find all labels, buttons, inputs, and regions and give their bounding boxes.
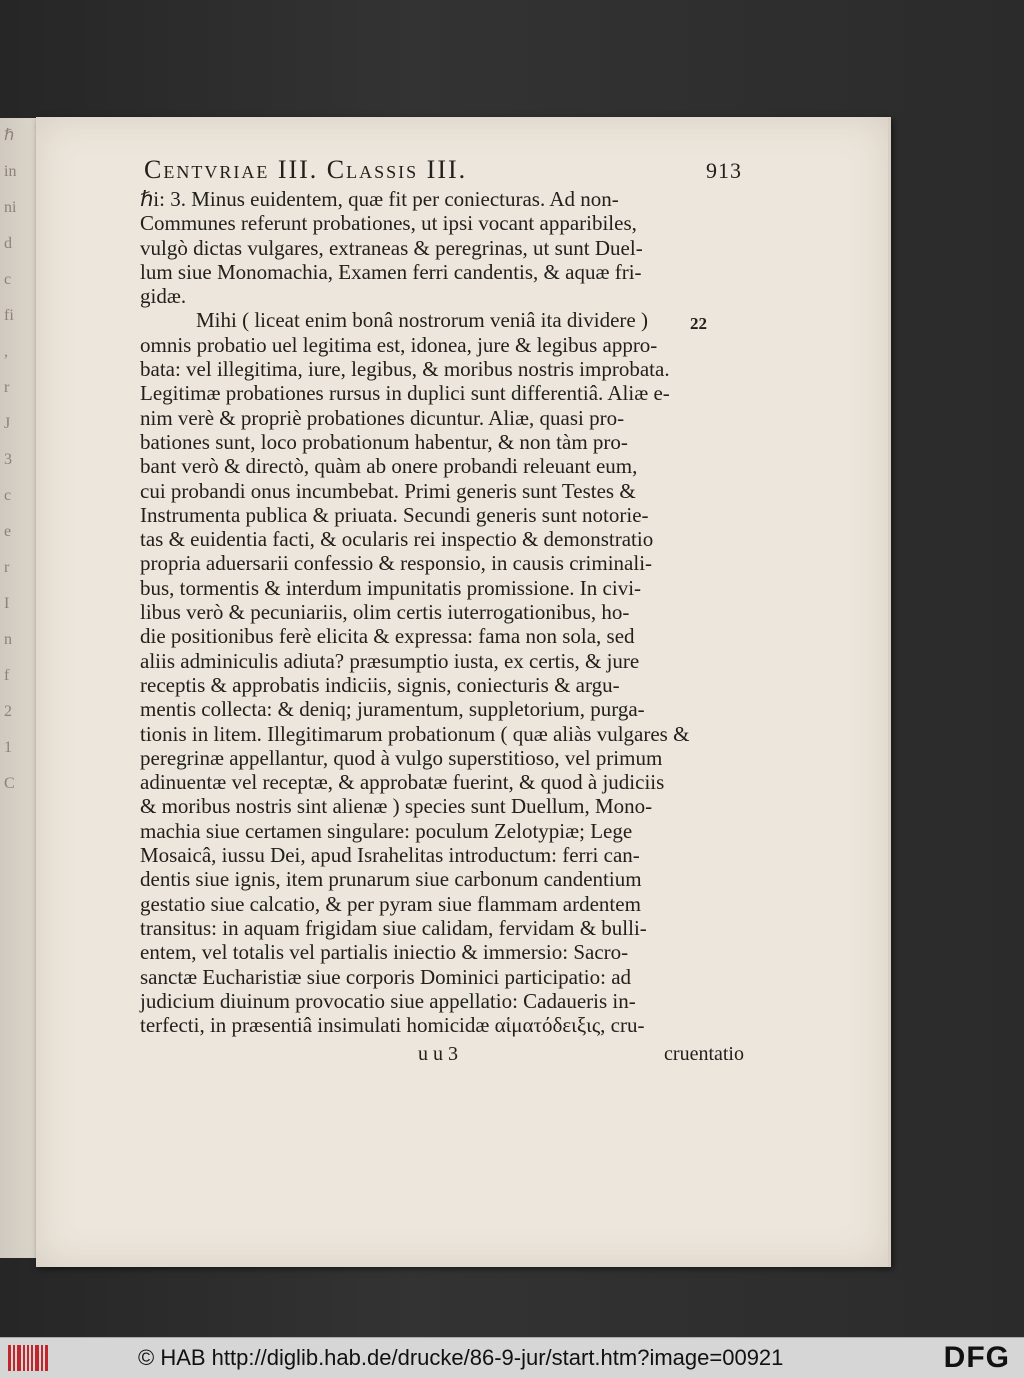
- facing-page-fragment: ℏ in ni d c fi , r J 3 c e r I n f 2 1 C: [4, 127, 17, 792]
- text-line: tas & euidentia facti, & ocularis rei inspectio & demonstratio: [140, 527, 654, 552]
- text-line: die positionibus ferè elicita & expressa: fama non sola, sed: [140, 624, 635, 649]
- text-line: & moribus nostris sint alienæ ) species sunt Duellum, Mono-: [140, 794, 653, 819]
- text-line: gestatio siue calcatio, & per pyram siue flammam ardentem: [140, 891, 641, 916]
- text-line: transitus: in aquam frigidam siue calidam, fervidam & bulli-: [140, 915, 647, 940]
- dfg-logo: DFG: [943, 1341, 1010, 1374]
- text-line: sanctæ Eucharistiæ siue corporis Dominici participatio: ad: [140, 964, 632, 989]
- text-line: machia siue certamen singulare: poculum Zelotypiæ; Lege: [140, 818, 633, 843]
- running-head-title: Centvriae III. Classis III.: [144, 155, 468, 184]
- text-line: bus, tormentis & interdum impunitatis promissione. In civi-: [140, 575, 642, 600]
- text-line: Mosaicâ, iussu Dei, apud Israhelitas introductum: ferri can-: [140, 843, 640, 868]
- text-line: terfecti, in præsentiâ insimulati homicidæ αἱματόδειξις, cru-: [140, 1013, 645, 1038]
- text-line: libus verò & pecuniariis, olim certis iuterrogationibus, ho-: [140, 600, 630, 625]
- text-line: judicium diuinum provocatio siue appellatio: Cadaueris in-: [140, 988, 636, 1013]
- text-line: Mihi ( liceat enim bonâ nostrorum veniâ ita dividere ): [196, 308, 648, 333]
- text-line: tionis in litem. Illegitimarum probationum ( quæ aliàs vulgares &: [140, 721, 690, 746]
- signature-mark: u u 3: [418, 1043, 458, 1066]
- text-line: Instrumenta publica & priuata. Secundi generis sunt notorie-: [140, 502, 649, 527]
- body-text: [140, 187, 738, 1037]
- text-line: ℏi: 3. Minus euidentem, quæ fit per coniecturas. Ad non-: [140, 187, 619, 211]
- margin-note: 22: [690, 314, 707, 333]
- text-line: omnis probatio uel legitima est, idonea, jure & legibus appro-: [140, 332, 658, 357]
- text-line: cui probandi onus incumbebat. Primi generis sunt Testes &: [140, 478, 636, 503]
- text-line: bationes sunt, loco probationum habentur, & non tàm pro-: [140, 429, 628, 454]
- text-line: aliis adminiculis adiuta? præsumptio iusta, ex certis, & jure: [140, 648, 640, 673]
- catchword: cruentatio: [664, 1043, 744, 1066]
- text-line: Communes referunt probationes, ut ipsi vocant apparibiles,: [140, 211, 637, 236]
- text-line: nim verè & propriè probationes dicuntur. Aliæ, quasi pro-: [140, 405, 625, 430]
- status-bar: [0, 1337, 1024, 1378]
- text-line: vulgò dictas vulgares, extraneas & peregrinas, ut sunt Duel-: [140, 235, 643, 260]
- copyright-link[interactable]: © HAB http://diglib.hab.de/drucke/86-9-jur/start.htm?image=00921: [138, 1345, 784, 1370]
- page-footer: [418, 1043, 744, 1066]
- text-line: propria aduersarii confessio & responsio, in causis criminali-: [140, 551, 653, 576]
- text-line: entem, vel totalis vel partialis iniectio & immersio: Sacro-: [140, 940, 629, 965]
- text-line: mentis collecta: & deniq; juramentum, suppletorium, purga-: [140, 697, 645, 722]
- text-line: Legitimæ probationes rursus in duplici sunt differentiâ. Aliæ e-: [140, 381, 670, 406]
- running-head: [144, 155, 742, 185]
- text-line: lum siue Monomachia, Examen ferri candentis, & aquæ fri-: [140, 259, 642, 284]
- page-text-block: [88, 155, 744, 1066]
- text-line: bata: vel illegitima, iure, legibus, & moribus nostris improbata.: [140, 357, 670, 382]
- hab-barcode-icon: [8, 1345, 48, 1371]
- book-page: [36, 117, 891, 1267]
- text-line: peregrinæ appellantur, quod à vulgo superstitioso, vel primum: [140, 745, 663, 770]
- folio-number: 913: [706, 158, 742, 183]
- text-line: receptis & approbatis indiciis, signis, coniecturis & argu-: [140, 672, 620, 697]
- text-line: adinuentæ vel receptæ, & approbatæ fuerint, & quod à judiciis: [140, 770, 665, 795]
- text-line: gidæ.: [140, 284, 187, 309]
- text-line: bant verò & directò, quàm ab onere probandi releuant eum,: [140, 454, 638, 479]
- text-line: dentis siue ignis, item prunarum siue carbonum candentium: [140, 867, 642, 892]
